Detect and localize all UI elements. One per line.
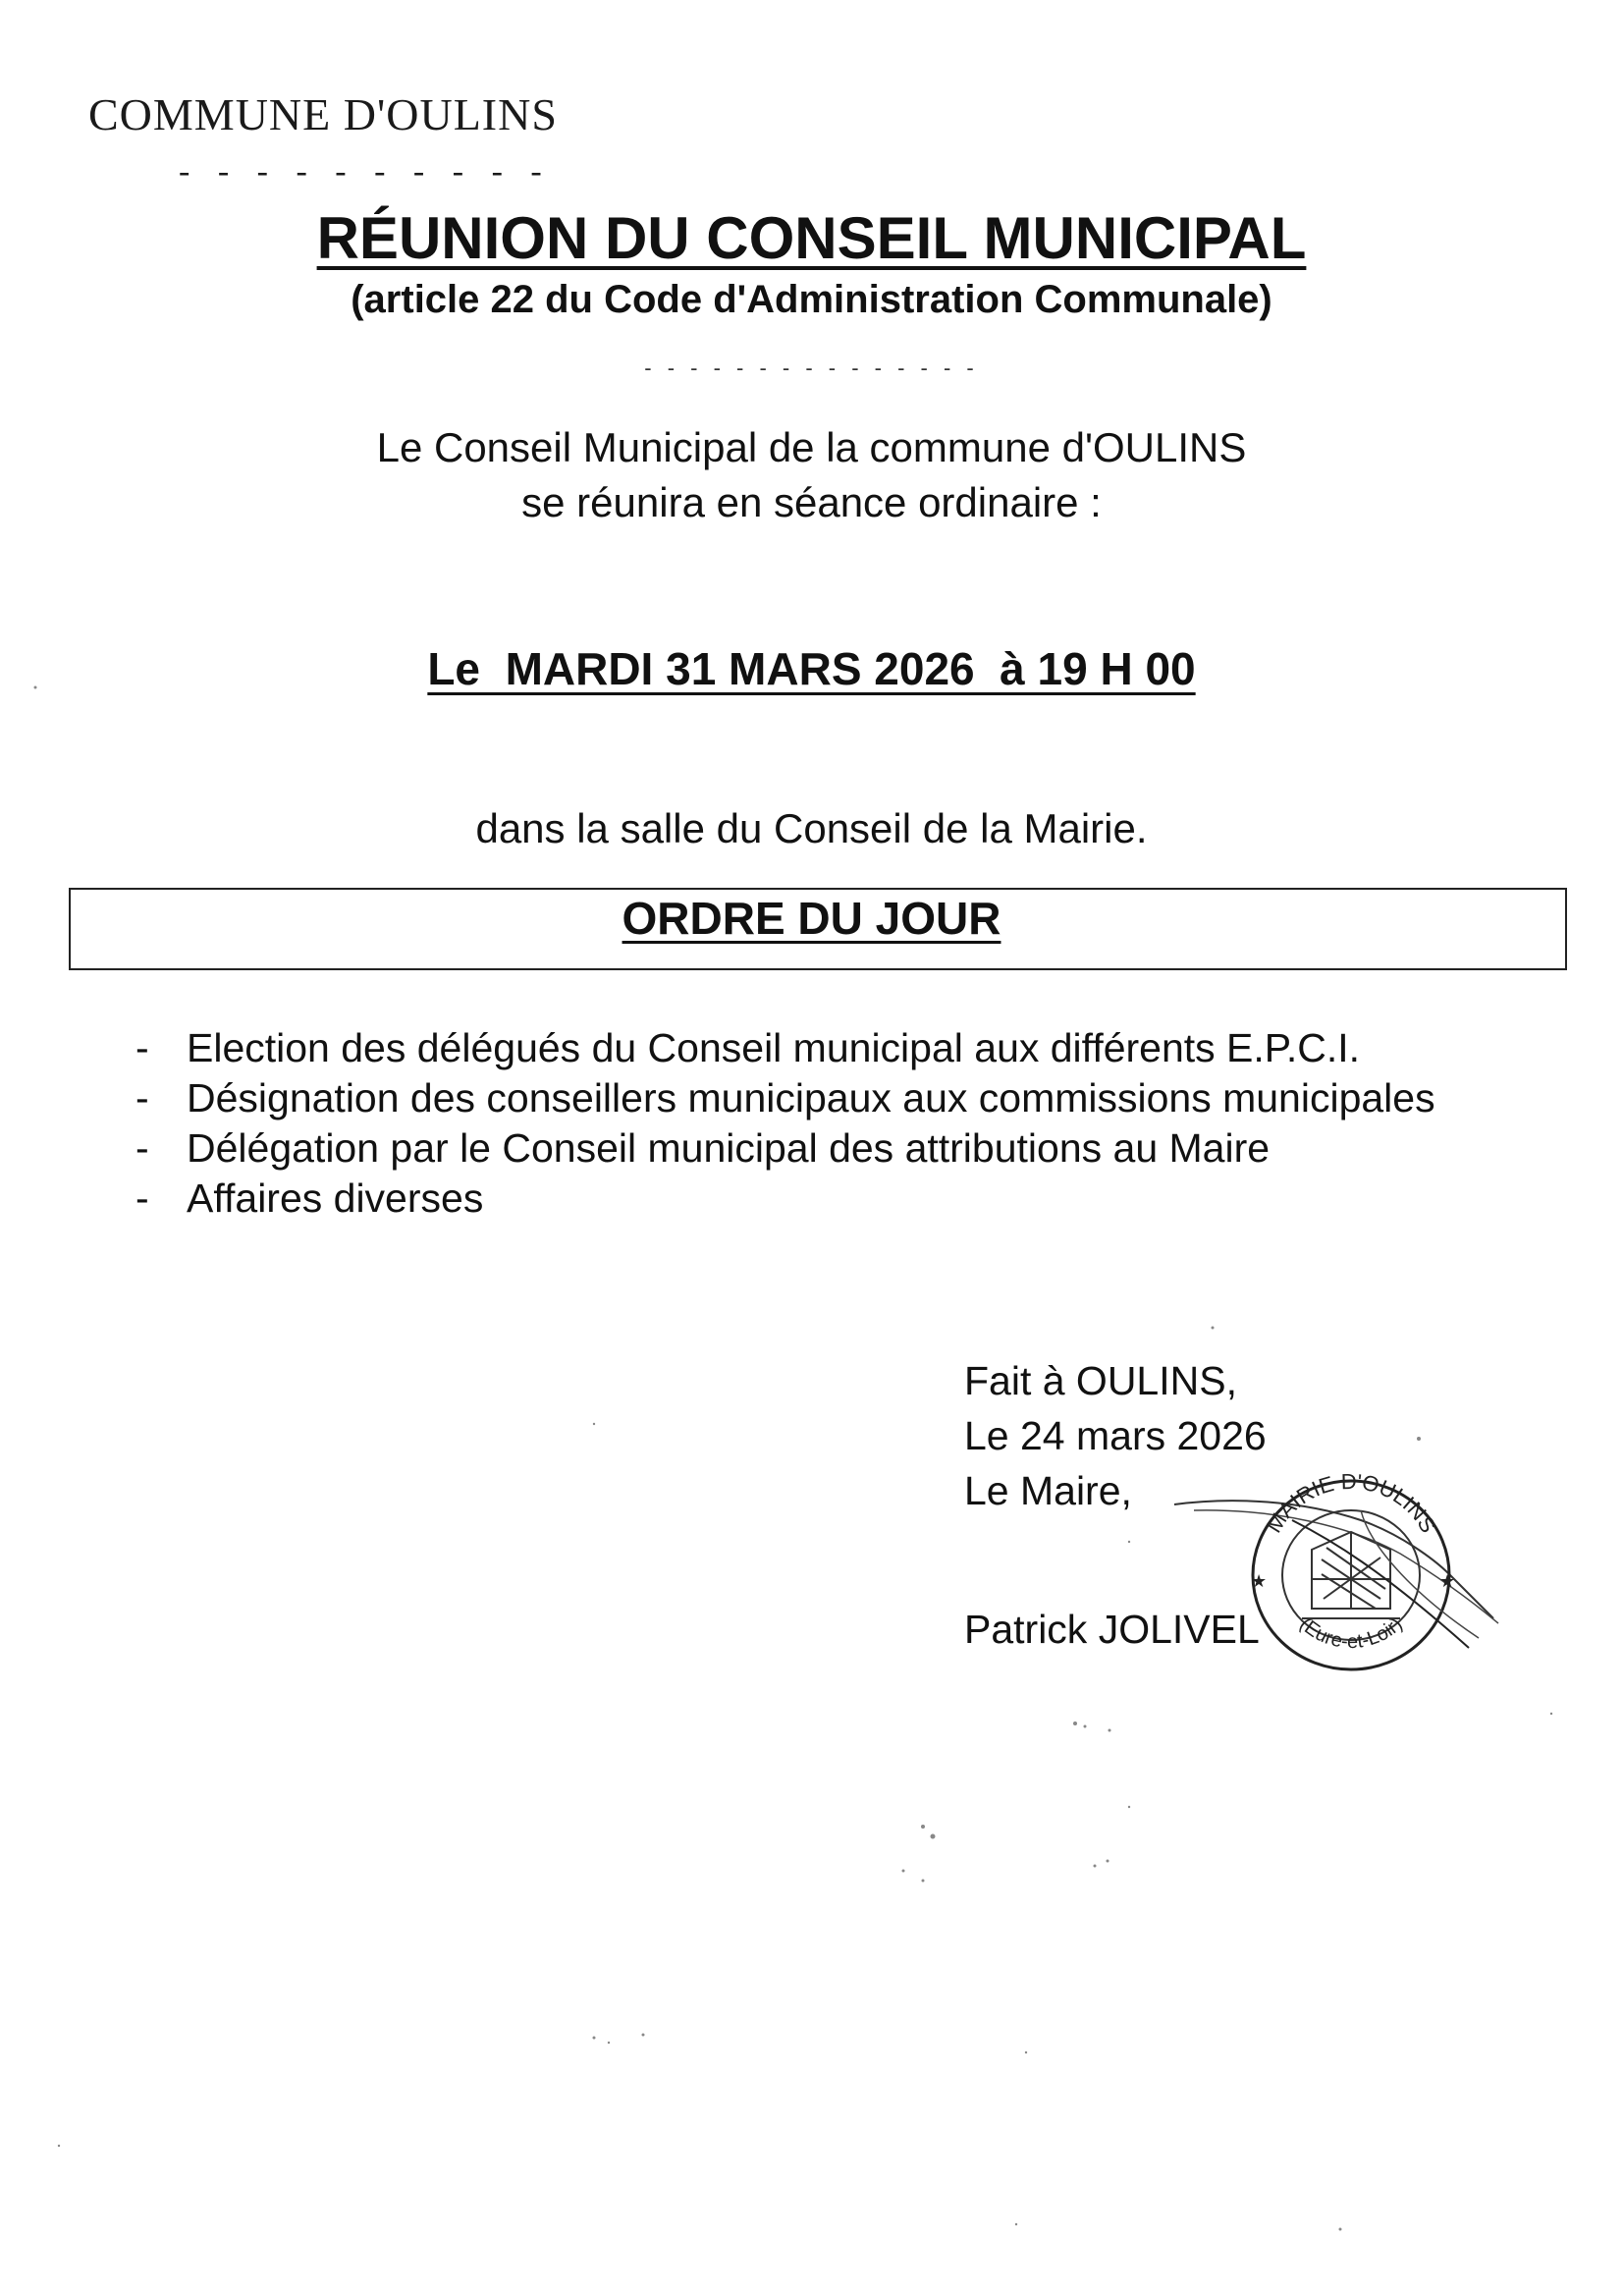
svg-text:(Eure-et-Loir) xyxy=(1295,1613,1407,1653)
bullet-dash: - xyxy=(135,1025,149,1070)
page-subtitle: (article 22 du Code d'Administration Communale) xyxy=(351,278,1272,321)
signer-name: Patrick JOLIVEL xyxy=(964,1607,1260,1652)
signature-date: Le 24 mars 2026 xyxy=(964,1413,1267,1458)
list-item xyxy=(135,1023,1435,1073)
meeting-date: Le MARDI 31 MARS 2026 à 19 H 00 xyxy=(427,643,1196,694)
stamp-top-text: MAIRIE D'OULINS xyxy=(1261,1468,1441,1538)
intro-paragraph xyxy=(0,420,1623,530)
svg-text:★: ★ xyxy=(1251,1571,1268,1591)
intro-line-2: se réunira en séance ordinaire : xyxy=(521,479,1102,525)
commune-separator: - - - - - - - - - - xyxy=(179,153,552,190)
page-title: RÉUNION DU CONSEIL MUNICIPAL xyxy=(316,205,1307,271)
agenda-item-text: Délégation par le Conseil municipal des attributions au Maire xyxy=(187,1125,1271,1171)
agenda-item-text: Affaires diverses xyxy=(187,1175,484,1221)
svg-text:★: ★ xyxy=(1439,1571,1456,1591)
meeting-location: dans la salle du Conseil de la Mairie. xyxy=(475,805,1148,851)
signature-place: Fait à OULINS, xyxy=(964,1358,1237,1403)
agenda-item-text: Désignation des conseillers municipaux aux commissions municipales xyxy=(187,1075,1435,1121)
list-item xyxy=(135,1174,1435,1224)
agenda-item-text: Election des délégués du Conseil municipal aux différents E.P.C.I. xyxy=(187,1025,1361,1070)
list-item xyxy=(135,1073,1435,1123)
signature-role: Le Maire, xyxy=(964,1468,1132,1513)
title-separator: - - - - - - - - - - - - - - - xyxy=(644,355,979,380)
list-item xyxy=(135,1123,1435,1174)
bullet-dash: - xyxy=(135,1175,149,1221)
bullet-dash: - xyxy=(135,1075,149,1121)
agenda-list xyxy=(135,1023,1435,1224)
bullet-dash: - xyxy=(135,1125,149,1171)
mairie-stamp-seal xyxy=(1155,1451,1528,1677)
commune-name: COMMUNE D'OULINS xyxy=(88,89,558,139)
intro-line-1: Le Conseil Municipal de la commune d'OULINS xyxy=(376,424,1247,470)
agenda-title: ORDRE DU JOUR xyxy=(622,893,1001,944)
stamp-bottom-text: (Eure-et-Loir) xyxy=(1295,1613,1407,1654)
